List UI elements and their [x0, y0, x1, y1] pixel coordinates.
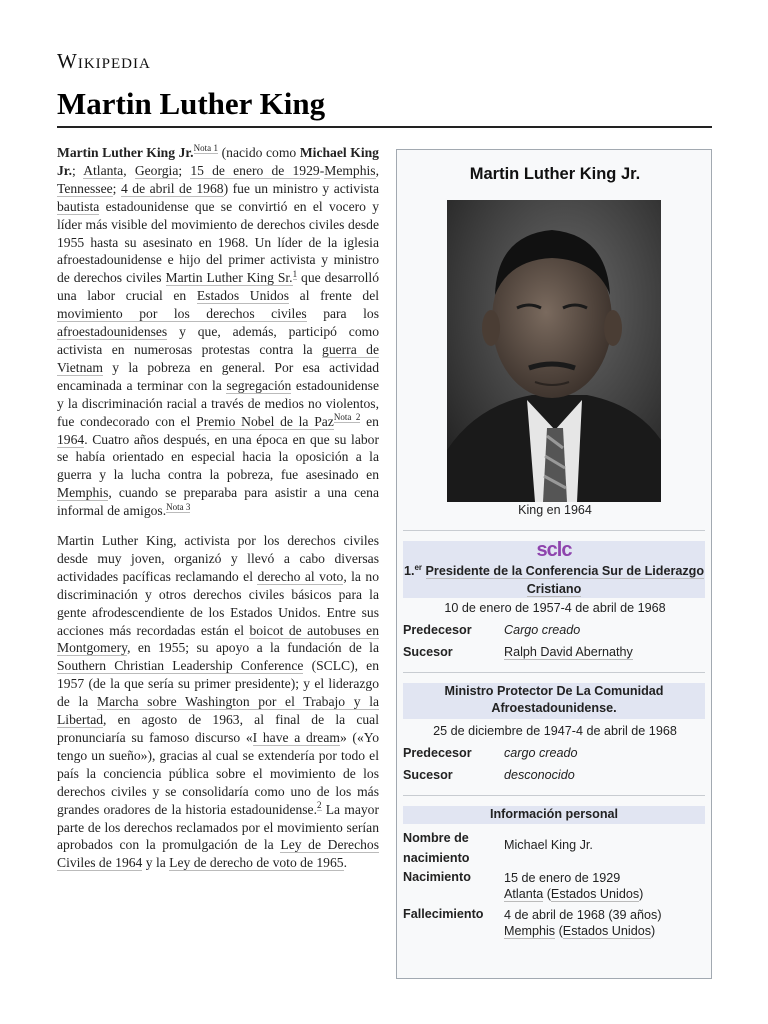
wikipedia-logo[interactable] — [57, 49, 151, 74]
office1-header: sclc 1.$^{er}$ Presidente de la Conferencia Sur de Liderazgo Cristiano — [403, 539, 705, 597]
link-vietnam[interactable]: guerra de Vietnam — [57, 341, 379, 375]
link-sclc[interactable]: Southern Christian Leadership Conference — [57, 658, 304, 674]
birth-name-label: Nombre de nacimiento — [403, 831, 470, 865]
ref-1-link[interactable]: 1 — [292, 268, 298, 279]
office2-predecessor-label: Predecesor — [403, 746, 472, 760]
link-eeuu-death[interactable]: Estados Unidos — [562, 924, 652, 938]
link-memphis-2[interactable]: Memphis — [57, 485, 109, 501]
birth-date: 15 de enero de 1929 — [504, 871, 621, 885]
office1-title-link[interactable]: Presidente de la Conferencia Sur de Liderazgo Cristiano — [425, 564, 705, 597]
link-marcha[interactable]: Marcha sobre Washington por el Trabajo y la Libertad — [57, 694, 380, 728]
link-ley-1965[interactable]: Ley de derecho de voto de 1965 — [169, 855, 344, 871]
infobox-separator — [403, 530, 705, 531]
link-death-date[interactable]: 4 de abril de 1968 — [120, 180, 224, 196]
note-2-link[interactable]: Nota 2 — [333, 412, 361, 423]
birth-name-value: Michael King Jr. — [504, 838, 593, 852]
link-bautista[interactable]: bautista — [57, 198, 100, 214]
office1-predecessor-label: Predecesor — [403, 623, 472, 637]
note-1-link[interactable]: Nota 1 — [193, 143, 219, 154]
intro-paragraph: Martin Luther King Jr.$^{Nota 1}$ (nacido como Michael King Jr.; Atlanta, Georgia; 15 de enero de 1929-Memphis, Tennessee; 4 de abril de 1968) fue un ministro y activista bautista estadounidense que se convirtió en el vocero y líder más visible del movimiento de derechos civiles desde 1955 hasta su asesinato en 1968. Un líder de la iglesia afroestadounidense e hijo del primer activista y ministro de derechos civiles Martin Luther King Sr.$^1$ que desarrolló una labor crucial en Estados Unidos al frente del movimiento por los derechos civiles para los afroestadounidenses y que, además, participó como activista en numerosas protestas contra la guerra de Vietnam y la pobreza en general. Por esa actividad encaminada a terminar con la segregación estadounidense y la discriminación racial a través de medios no violentos, fue condecorado con el Premio Nobel de la Paz$^{Nota 2}$ en 1964. Cuatro años después, en una época en que su labor se había orientado en especial hacia la oposición a la guerra y la lucha contra la pobreza, fue asesinado en Memphis, cuando se preparaba para asistir a una cena informal de amigos.$^{Nota 3}$ — [57, 143, 379, 519]
sclc-logo: sclc — [536, 539, 572, 561]
link-afroestadounidenses[interactable]: afroestadounidenses — [57, 324, 168, 340]
birth-value: 15 de enero de 1929 Atlanta (Estados Unidos) — [504, 871, 644, 901]
office1-term: 10 de enero de 1957-4 de abril de 1968 — [444, 601, 666, 615]
link-memphis[interactable]: Memphis — [324, 162, 376, 178]
link-estados-unidos[interactable]: Estados Unidos — [196, 288, 290, 304]
link-1964[interactable]: 1964 — [57, 431, 85, 447]
office2-successor-label: Sucesor — [403, 768, 453, 782]
infobox-separator — [403, 672, 705, 673]
portrait-image[interactable] — [447, 200, 661, 502]
link-atlanta[interactable]: Atlanta — [83, 162, 124, 178]
link-nobel[interactable]: Premio Nobel de la Paz — [196, 413, 334, 429]
link-eeuu-birth[interactable]: Estados Unidos — [550, 887, 640, 901]
birth-name: Michael King Jr. — [57, 145, 379, 178]
note-3-link[interactable]: Nota 3 — [166, 501, 191, 512]
wikipedia-logo-text: Wikipedia — [57, 49, 151, 73]
article-body — [57, 144, 379, 884]
link-segregacion[interactable]: segregación — [226, 377, 292, 393]
second-paragraph: Martin Luther King, activista por los derechos civiles desde muy joven, organizó y llevó a cabo diversas actividades pacíficas reclamando el derecho al voto, la no discriminación y otros derechos civiles básicos para la gente afrodescendiente de los Estados Unidos. Entre sus acciones más recordadas están el boicot de autobuses en Montgomery, en 1955; su apoyo a la fundación de la Southern Christian Leadership Conference (SCLC), en 1957 (de la que sería su primer presidente); y el liderazgo de la Marcha sobre Washington por el Trabajo y la Libertad, en agosto de 1963, al final de la cual pronunciaría su famoso discurso «I have a dream» («Yo tengo un sueño»), gracias al cual se extendería por todo el país la conciencia pública sobre el movimiento de los derechos civiles y se consolidaría como uno de los más grandes oradores de la historia estadounidense.$^2$ La mayor parte de los derechos reclamados por el movimiento serían aprobados con la promulgación de la Ley de Derechos Civiles de 1964 y la Ley de derecho de voto de 1965. — [57, 533, 380, 871]
link-birth-date[interactable]: 15 de enero de 1929 — [190, 162, 320, 178]
death-label: Fallecimiento — [403, 907, 484, 921]
office2-successor-value: desconocido — [504, 768, 575, 782]
link-ley-1964[interactable]: Ley de Derechos Civiles de 1964 — [57, 837, 379, 871]
link-tennessee[interactable]: Tennessee — [57, 180, 113, 196]
office1-successor-label: Sucesor — [403, 645, 453, 659]
image-caption: King en 1964 — [518, 503, 592, 517]
page-title: Martin Luther King — [57, 86, 326, 121]
link-movimiento[interactable]: movimiento por los derechos civiles — [57, 306, 307, 322]
infobox — [396, 149, 712, 979]
link-boicot[interactable]: boicot de autobuses en Montgomery — [57, 622, 379, 656]
ref-2-link[interactable]: 2 — [317, 800, 322, 811]
office2-term: 25 de diciembre de 1947-4 de abril de 1968 — [433, 724, 677, 738]
link-father[interactable]: Martin Luther King Sr. — [165, 270, 293, 286]
office2-header: Ministro Protector De La Comunidad Afroestadounidense. — [403, 683, 705, 719]
death-date: 4 de abril de 1968 (39 años) — [504, 908, 662, 922]
personal-info-header: Información personal — [403, 806, 705, 824]
portrait-illustration — [447, 200, 661, 502]
link-derecho-al-voto[interactable]: derecho al voto — [257, 568, 344, 584]
link-dream[interactable]: I have a dream — [252, 730, 340, 745]
infobox-title: Martin Luther King Jr. — [469, 165, 641, 183]
office2-predecessor-value: cargo creado — [504, 746, 578, 760]
title-divider — [57, 126, 712, 128]
infobox-separator — [403, 795, 705, 796]
office1-successor-value — [504, 645, 633, 659]
death-value: 4 de abril de 1968 (39 años) Memphis (Estados Unidos) — [504, 908, 662, 938]
link-georgia[interactable]: Georgia — [134, 162, 179, 178]
office1-predecessor-value: Cargo creado — [504, 623, 581, 637]
link-atlanta-infobox[interactable]: Atlanta — [504, 887, 544, 901]
link-memphis-infobox[interactable]: Memphis — [504, 924, 556, 938]
subject-name: Martin Luther King Jr. — [57, 145, 194, 160]
link-abernathy[interactable]: Ralph David Abernathy — [504, 645, 633, 659]
birth-label: Nacimiento — [403, 870, 471, 884]
